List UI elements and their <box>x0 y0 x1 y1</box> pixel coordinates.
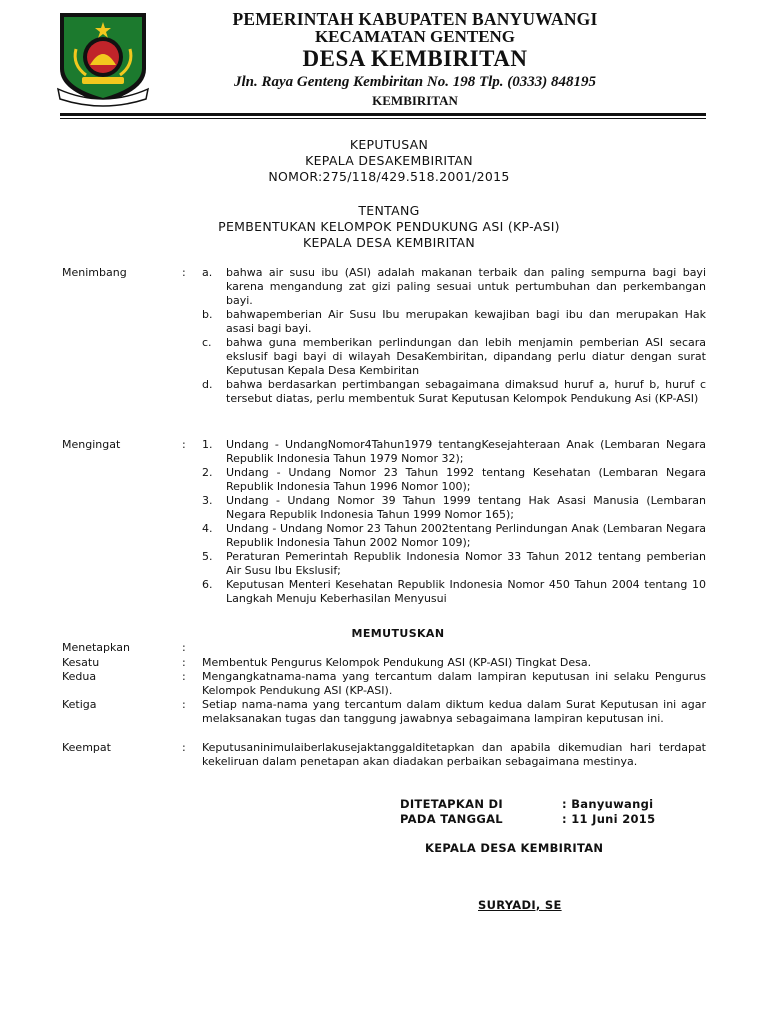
signatory-name: SURYADI, SE <box>478 898 562 912</box>
colon: : <box>182 438 186 451</box>
diktum-label: Keempat <box>62 741 111 754</box>
colon: : <box>182 741 186 754</box>
colon: : <box>182 670 186 683</box>
item-marker: 2. <box>202 466 213 479</box>
decree-subject: PEMBENTUKAN KELOMPOK PENDUKUNG ASI (KP-ASI) <box>218 219 560 234</box>
item-marker: c. <box>202 336 212 349</box>
menetapkan-label: Menetapkan <box>62 641 130 654</box>
item-text: Undang - Undang Nomor 39 Tahun 1999 tentang Hak Asasi Manusia (Lembaran Negara Republik Indonesia Tahun 1999 Nomor 165); <box>226 494 706 521</box>
diktum-text: Keputusaninimulaiberlakusejaktanggalditetapkan dan apabila dikemudian hari terdapat kekeliruan dalam penetapan akan diadakan perbaikan sebagaimana mestinya. <box>202 741 706 768</box>
item-marker: d. <box>202 378 213 391</box>
list-item <box>202 438 706 466</box>
list-item <box>202 494 706 522</box>
set-at-label: DITETAPKAN DI <box>400 797 503 811</box>
item-marker: 4. <box>202 522 213 535</box>
list-item <box>202 550 706 578</box>
item-text: bahwa air susu ibu (ASI) adalah makanan terbaik dan paling sempurna bagi bayi karena mengandung zat gizi paling sesuai untuk pertumbuhan dan perkembangan bayi. <box>226 266 706 307</box>
list-item <box>202 466 706 494</box>
address: Jln. Raya Genteng Kembiritan No. 198 Tlp. (0333) 848195 <box>233 74 597 90</box>
diktum-text: Setiap nama-nama yang tercantum dalam diktum kedua dalam Surat Keputusan ini agar melaksanakan tugas dan tanggung jawabnya sebagaimana lampiran keputusan ini. <box>202 698 706 725</box>
colon: : <box>182 698 186 711</box>
item-marker: 1. <box>202 438 213 451</box>
signatory-position: KEPALA DESA KEMBIRITAN <box>425 841 604 855</box>
item-text: Peraturan Pemerintah Republik Indonesia Nomor 33 Tahun 2012 tentang pemberian Air Susu Ibu Ekslusif; <box>226 550 706 577</box>
decree-kind: KEPUTUSAN <box>349 137 429 152</box>
decree-issuer: KEPALA DESAKEMBIRITAN <box>305 153 473 168</box>
item-text: Keputusan Menteri Kesehatan Republik Indonesia Nomor 450 Tahun 2004 tentang 10 Langkah Menuju Keberhasilan Menyusui <box>226 578 706 605</box>
colon: : <box>182 266 186 279</box>
government-name: PEMERINTAH KABUPATEN BANYUWANGI <box>232 9 598 29</box>
diktum-label: Kedua <box>62 670 97 683</box>
letterhead-divider-thin <box>60 118 706 119</box>
item-marker: 5. <box>202 550 213 563</box>
city: KEMBIRITAN <box>372 93 458 108</box>
letterhead-divider-thick <box>60 113 706 116</box>
menimbang-label: Menimbang <box>62 266 127 279</box>
letterhead <box>170 10 660 109</box>
menimbang-list <box>202 266 706 406</box>
date-label: PADA TANGGAL <box>400 812 503 826</box>
diktum-text: Mengangkatnama-nama yang tercantum dalam lampiran keputusan ini selaku Pengurus Kelompok Pendukung ASI (KP-ASI). <box>202 670 706 697</box>
mengingat-list <box>202 438 706 606</box>
diktum-label: Kesatu <box>62 656 100 669</box>
decree-number: NOMOR:275/118/429.518.2001/2015 <box>268 169 510 184</box>
diktum-label: Ketiga <box>62 698 97 711</box>
list-item <box>202 522 706 550</box>
mengingat-label: Mengingat <box>62 438 121 451</box>
list-item <box>202 378 706 406</box>
item-marker: a. <box>202 266 213 279</box>
village-name: DESA KEMBIRITAN <box>302 46 528 71</box>
memutuskan-heading: MEMUTUSKAN <box>351 627 445 640</box>
list-item <box>202 336 706 378</box>
about-label: TENTANG <box>358 203 420 218</box>
decree-subject-block <box>0 203 768 251</box>
colon: : <box>182 656 186 669</box>
decree-title <box>0 137 768 185</box>
item-text: bahwapemberian Air Susu Ibu merupakan kewajiban bagi ibu dan merupakan Hak asasi bagi bayi. <box>226 308 706 335</box>
item-marker: 6. <box>202 578 213 591</box>
decree-subject-issuer: KEPALA DESA KEMBIRITAN <box>302 235 476 250</box>
district-name: KECAMATAN GENTENG <box>314 27 516 46</box>
date-value: : 11 Juni 2015 <box>562 812 656 826</box>
list-item <box>202 266 706 308</box>
item-marker: 3. <box>202 494 213 507</box>
colon: : <box>182 641 186 654</box>
diktum-text: Membentuk Pengurus Kelompok Pendukung ASI (KP-ASI) Tingkat Desa. <box>202 656 592 669</box>
item-text: bahwa guna memberikan perlindungan dan lebih menjamin pemberian ASI secara ekslusif bagi bayi di wilayah DesaKembiritan, dipandang perlu diatur dengan surat Keputusan Kepala Desa Kembiritan <box>226 336 706 377</box>
item-text: bahwa berdasarkan pertimbangan sebagaimana dimaksud huruf a, huruf b, huruf c tersebut diatas, perlu membentuk Surat Keputusan Kelompok Pendukung Asi (KP-ASI) <box>226 378 706 405</box>
item-text: Undang - UndangNomor4Tahun1979 tentangKesejahteraan Anak (Lembaran Negara Republik Indonesia Tahun 1979 Nomor 32); <box>226 438 706 465</box>
list-item <box>202 308 706 336</box>
item-marker: b. <box>202 308 213 321</box>
set-at-value: : Banyuwangi <box>562 797 654 811</box>
item-text: Undang - Undang Nomor 23 Tahun 1992 tentang Kesehatan (Lembaran Negara Republik Indonesia Tahun 1996 Nomor 100); <box>226 466 706 493</box>
list-item <box>202 578 706 606</box>
banyuwangi-regency-logo <box>52 9 154 107</box>
item-text: Undang - Undang Nomor 23 Tahun 2002tentang Perlindungan Anak (Lembaran Negara Republik Indonesia Tahun 2002 Nomor 109); <box>226 522 706 549</box>
